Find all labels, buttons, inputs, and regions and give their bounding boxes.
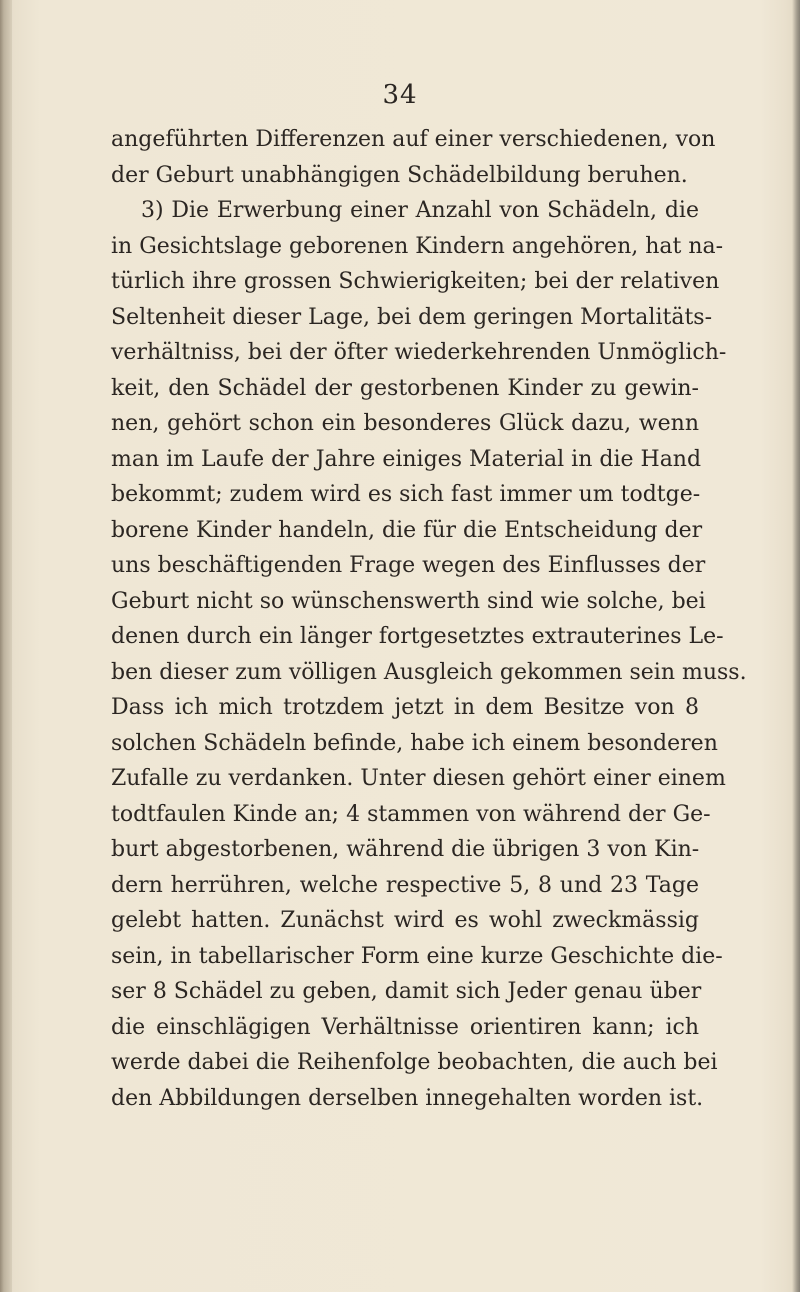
text-line: borene Kinder handeln, die für die Entscheidung der — [111, 517, 703, 543]
text-line: dern herrühren, welche respective 5, 8 und 23 Tage — [111, 872, 699, 898]
text-line: den Abbildungen derselben innegehalten worden ist. — [111, 1085, 704, 1111]
text-line: keit, den Schädel der gestorbenen Kinder zu gewin- — [111, 375, 699, 401]
text-line: burt abgestorbenen, während die übrigen 3 von Kin- — [111, 837, 700, 862]
text-line: verhältniss, bei der öfter wiederkehrenden Unmöglich- — [111, 340, 727, 365]
text-line: 3) Die Erwerbung einer Anzahl von Schädeln, die — [141, 198, 699, 223]
text-line: angeführten Differenzen auf einer verschiedenen, von — [111, 127, 716, 152]
text-line: türlich ihre grossen Schwierigkeiten; bei der relativen — [111, 269, 720, 294]
page-number: 34 — [382, 80, 418, 110]
text-line: in Gesichtslage geborenen Kindern angehören, hat na- — [111, 233, 724, 259]
text-line: Dass ich mich trotzdem jetzt in dem Besitze von 8 — [111, 695, 699, 720]
binding-gutter — [0, 0, 12, 1292]
text-line: solchen Schädeln befinde, habe ich einem besonderen — [111, 730, 718, 756]
text-line: denen durch ein länger fortgesetztes extrauterines Le- — [111, 624, 724, 649]
text-line: die einschlägigen Verhältnisse orientiren kann; ich — [111, 1014, 699, 1040]
text-line: sein, in tabellarischer Form eine kurze Geschichte die- — [111, 943, 723, 969]
text-line: Geburt nicht so wünschenswerth sind wie solche, bei — [111, 588, 706, 614]
text-line: der Geburt unabhängigen Schädelbildung beruhen. — [111, 162, 688, 188]
text-line: gelebt hatten. Zunächst wird es wohl zweckmässig — [111, 908, 699, 933]
text-line: Seltenheit dieser Lage, bei dem geringen Mortalitäts- — [111, 304, 713, 330]
text-line: bekommt; zudem wird es sich fast immer um todtge- — [111, 482, 701, 507]
text-line: ben dieser zum völligen Ausgleich gekommen sein muss. — [111, 659, 747, 685]
text-line: werde dabei die Reihenfolge beobachten, die auch bei — [111, 1050, 718, 1075]
text-line: todtfaulen Kinde an; 4 stammen von während der Ge- — [111, 801, 711, 827]
text-line: Zufalle zu verdanken. Unter diesen gehört einer einem — [111, 766, 726, 791]
text-line: nen, gehört schon ein besonderes Glück dazu, wenn — [111, 411, 699, 436]
body-text — [111, 122, 747, 1116]
text-line: man im Laufe der Jahre einiges Material in die Hand — [111, 446, 702, 472]
text-line: ser 8 Schädel zu geben, damit sich Jeder genau über — [111, 979, 702, 1004]
page-edge-shadow — [792, 0, 800, 1292]
text-line: uns beschäftigenden Frage wegen des Einflusses der — [111, 553, 706, 578]
